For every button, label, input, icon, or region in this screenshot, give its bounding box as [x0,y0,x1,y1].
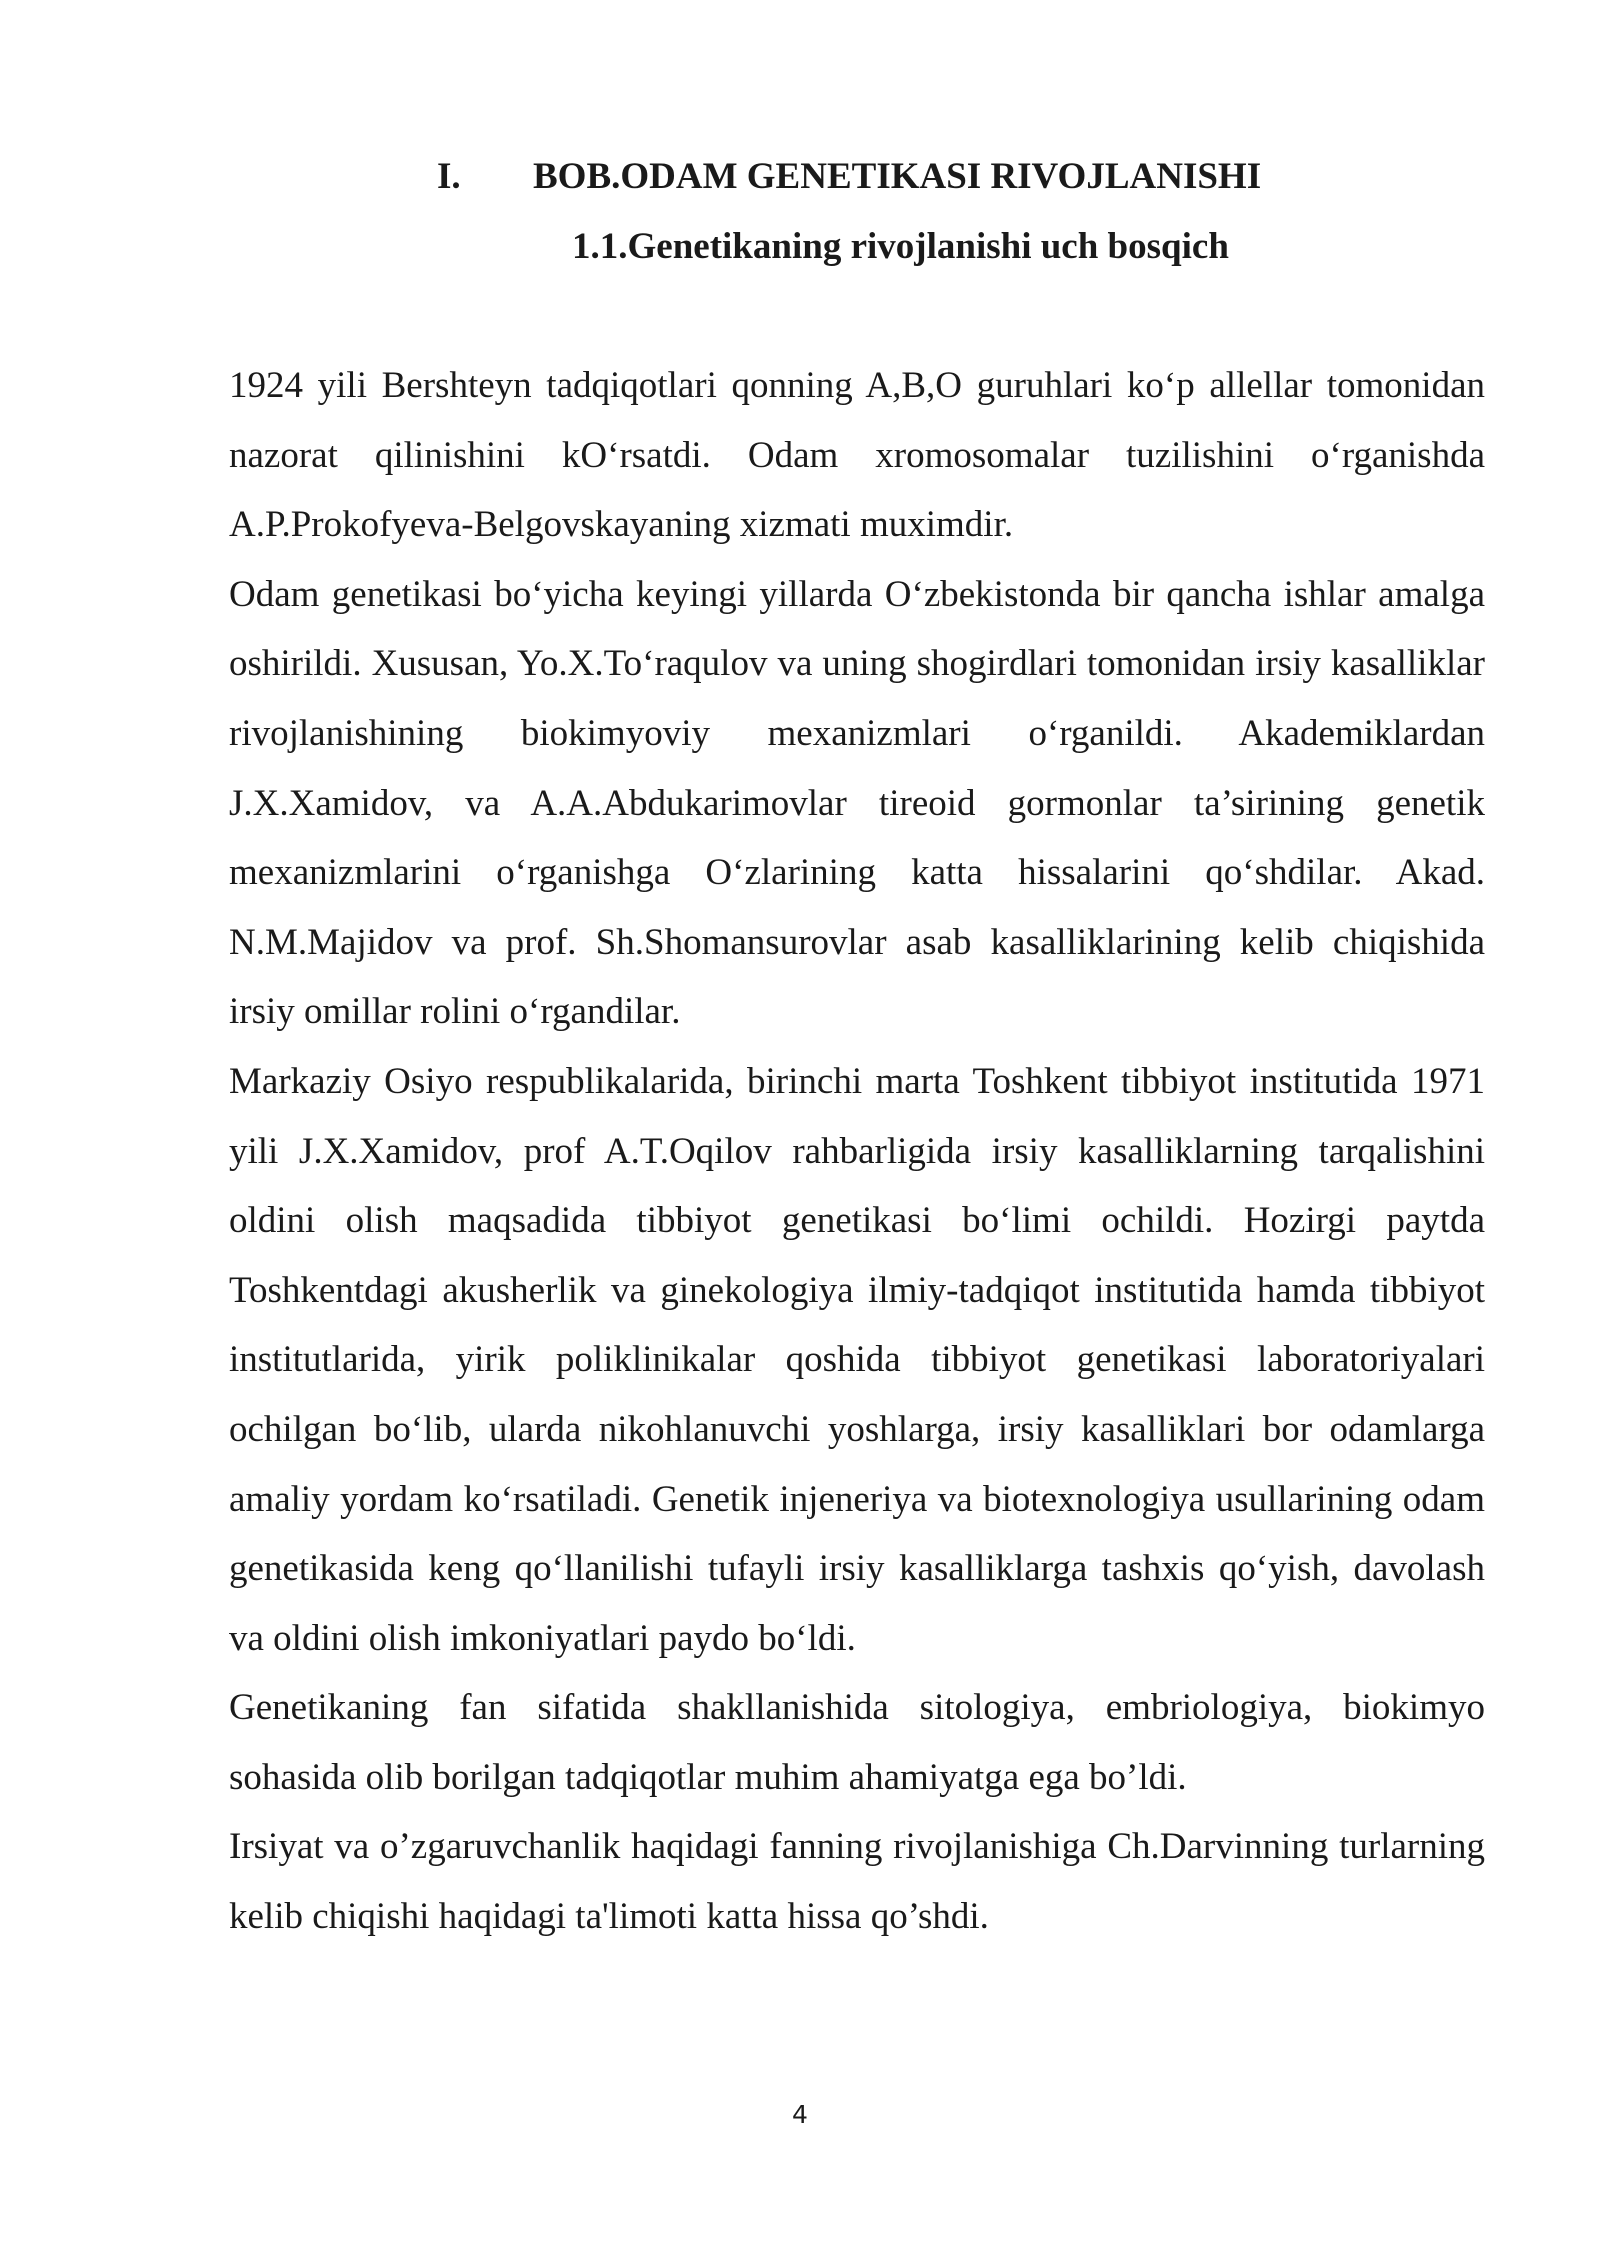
chapter-number: I. [437,156,461,197]
paragraph: Odam genetikasi boʻyicha keyingi yillarda Oʻzbekistonda bir qancha ishlar amalga oshirildi. Xususan, Yo.X.Toʻraqulov va uning shogirdlari tomonidan irsiy kasalliklar rivojlanishining biokimyoviy mexanizmlari oʻrganildi. Akademiklardan J.X.Xamidov, va A.A.Abdukarimovlar tireoid gormonlar ta’sirining genetik mexanizmlarini oʻrganishga Oʻzlarining katta hissalarini qoʻshdilar. Akad. N.M.Majidov va prof. Sh.Shomansurovlar asab kasalliklarining kelib chiqishida irsiy omillar rolini oʻrgandilar. [229,573,1485,1033]
section-heading: 1.1.Genetikaning rivojlanishi uch bosqich [572,226,1229,267]
body-text [229,351,1485,1952]
paragraph: Genetikaning fan sifatida shakllanishida sitologiya, embriologiya, biokimyo sohasida olib borilgan tadqiqotlar muhim ahamiyatga ega bo’ldi. [229,1687,1485,1798]
page-number: 4 [792,2100,808,2129]
paragraph: Irsiyat va o’zgaruvchanlik haqidagi fanning rivojlanishiga Ch.Darvinning turlarning kelib chiqishi haqidagi ta'limoti katta hissa qo’shdi. [229,1826,1485,1938]
paragraph: 1924 yili Bershteyn tadqiqotlari qonning A,B,O guruhlari koʻp allellar tomonidan nazorat qilinishini kOʻrsatdi. Odam xromosomalar tuzilishini oʻrganishda A.P.Prokofyeva-Belgovskayaning xizmati muximdir. [229,365,1485,546]
chapter-title: BOB.ODAM GENETIKASI RIVOJLANISHI [533,156,1262,197]
paragraph: Markaziy Osiyo respublikalarida, birinchi marta Toshkent tibbiyot institutida 1971 yili J.X.Xamidov, prof A.T.Oqilov rahbarligida irsiy kasalliklarning tarqalishini oldini olish maqsadida tibbiyot genetikasi boʻlimi ochildi. Hozirgi paytda Toshkentdagi akusherlik va ginekologiya ilmiy-tadqiqot institutida hamda tibbiyot institutlarida, yirik poliklinikalar qoshida tibbiyot genetikasi laboratoriyalari ochilgan boʻlib, ularda nikohlanuvchi yoshlarga, irsiy kasalliklari bor odamlarga amaliy yordam koʻrsatiladi. Genetik injeneriya va biotexnologiya usullarining odam genetikasida keng qoʻllanilishi tufayli irsiy kasalliklarga tashxis qoʻyish, davolash va oldini olish imkoniyatlari paydo boʻldi. [229,1060,1485,1659]
